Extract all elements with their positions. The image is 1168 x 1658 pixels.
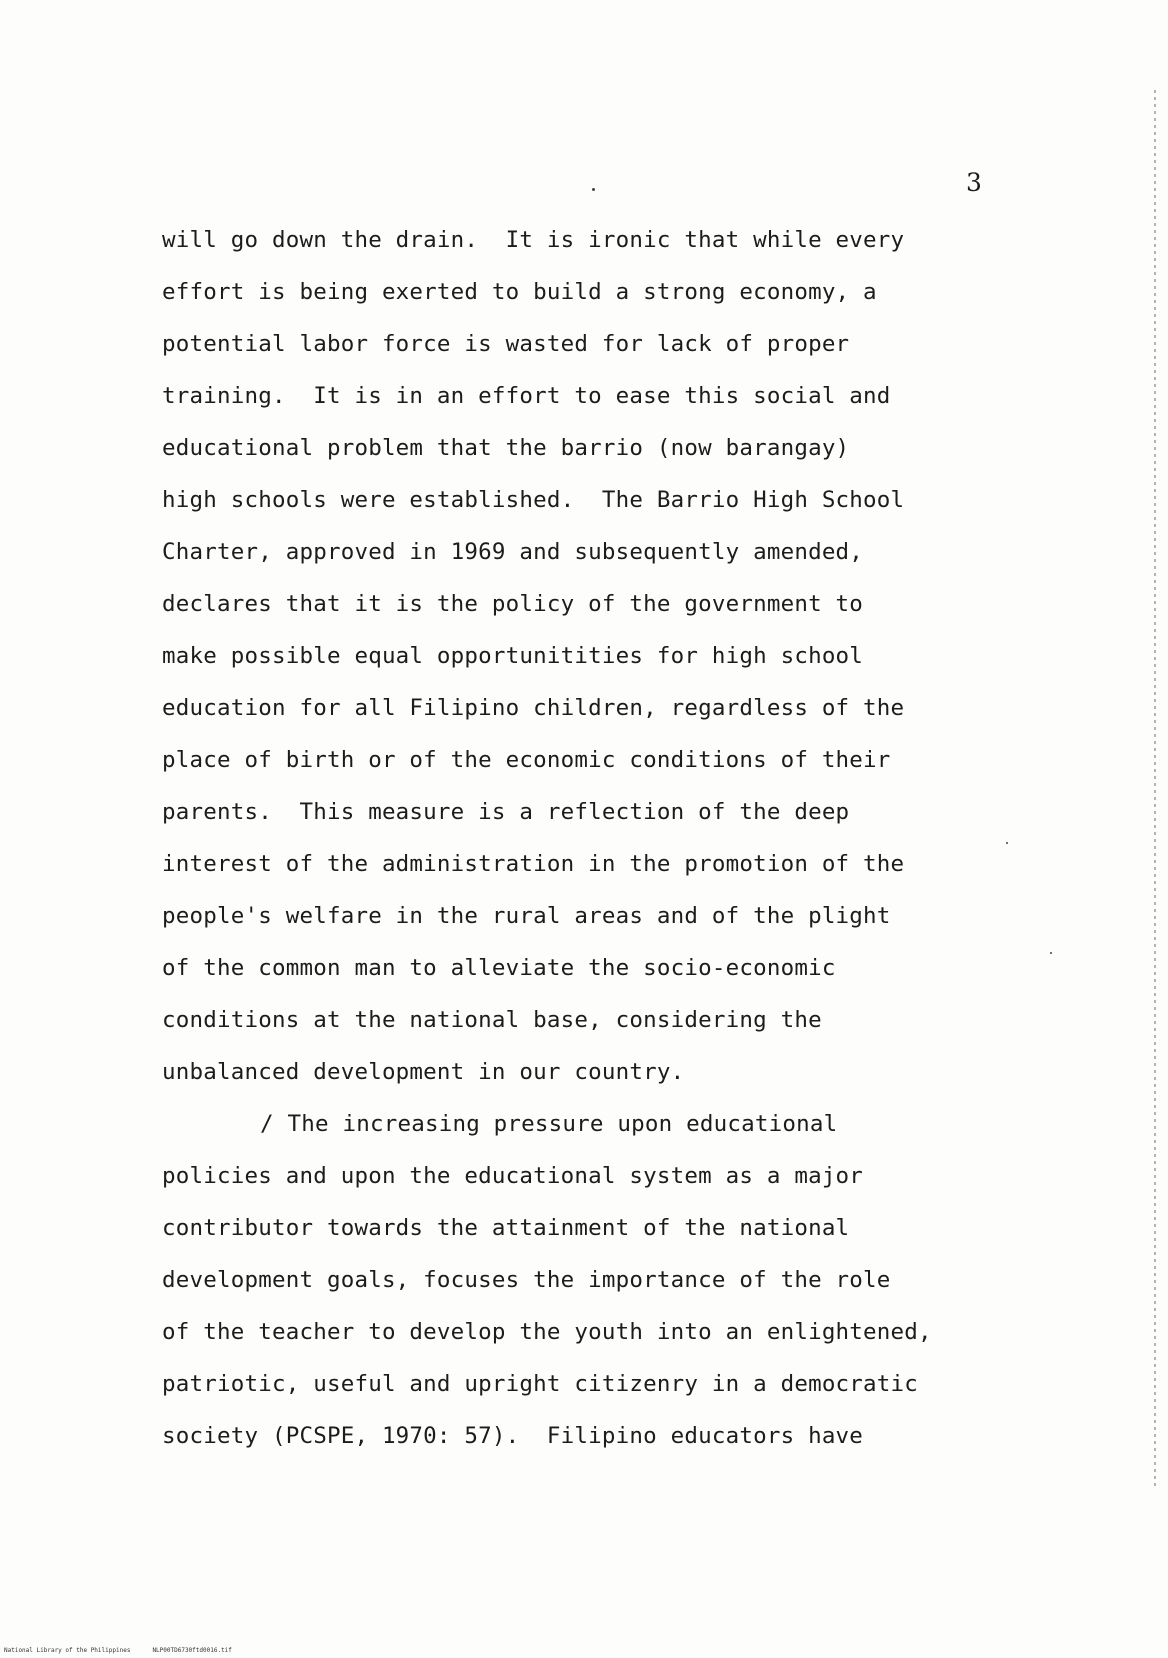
text-line: policies and upon the educational system as a major bbox=[162, 1163, 864, 1189]
text-line: education for all Filipino children, regardless of the bbox=[162, 695, 905, 721]
body-text bbox=[162, 214, 1022, 1462]
text-line: society (PCSPE, 1970: 57). Filipino educators have bbox=[162, 1423, 864, 1449]
text-line: make possible equal opportunitities for high school bbox=[162, 643, 864, 669]
scan-footer bbox=[4, 1647, 254, 1654]
text-line: development goals, focuses the importance of the role bbox=[162, 1267, 891, 1293]
text-line: parents. This measure is a reflection of the deep bbox=[162, 799, 850, 825]
paragraph-2 bbox=[162, 1098, 1022, 1462]
text-line: contributor towards the attainment of the national bbox=[162, 1215, 850, 1241]
footer-library: National Library of the Philippines bbox=[4, 1647, 131, 1654]
text-line: potential labor force is wasted for lack of proper bbox=[162, 331, 850, 357]
text-line: declares that it is the policy of the government to bbox=[162, 591, 864, 617]
text-line: Charter, approved in 1969 and subsequently amended, bbox=[162, 539, 864, 565]
footer-file: NLP00TD6730ftd0016.tif bbox=[152, 1647, 232, 1654]
scan-speck bbox=[592, 188, 595, 191]
text-line: of the common man to alleviate the socio-economic bbox=[162, 955, 836, 981]
text-line: conditions at the national base, considering the bbox=[162, 1007, 822, 1033]
text-line: interest of the administration in the promotion of the bbox=[162, 851, 905, 877]
text-line: high schools were established. The Barrio High School bbox=[162, 487, 905, 513]
scan-edge-artifact bbox=[1154, 90, 1156, 1490]
text-line: training. It is in an effort to ease this social and bbox=[162, 383, 891, 409]
text-line: place of birth or of the economic conditions of their bbox=[162, 747, 891, 773]
text-line: will go down the drain. It is ironic that while every bbox=[162, 227, 905, 253]
text-line: unbalanced development in our country. bbox=[162, 1059, 685, 1085]
text-line: people's welfare in the rural areas and of the plight bbox=[162, 903, 891, 929]
text-line: / The increasing pressure upon educational bbox=[260, 1111, 838, 1137]
text-line: patriotic, useful and upright citizenry in a democratic bbox=[162, 1371, 919, 1397]
text-line: of the teacher to develop the youth into an enlightened, bbox=[162, 1319, 932, 1345]
paragraph-1 bbox=[162, 214, 1022, 1098]
text-line: effort is being exerted to build a strong economy, a bbox=[162, 279, 877, 305]
text-line: educational problem that the barrio (now barangay) bbox=[162, 435, 850, 461]
scan-speck bbox=[1050, 952, 1052, 954]
page-number: 3 bbox=[966, 168, 982, 197]
